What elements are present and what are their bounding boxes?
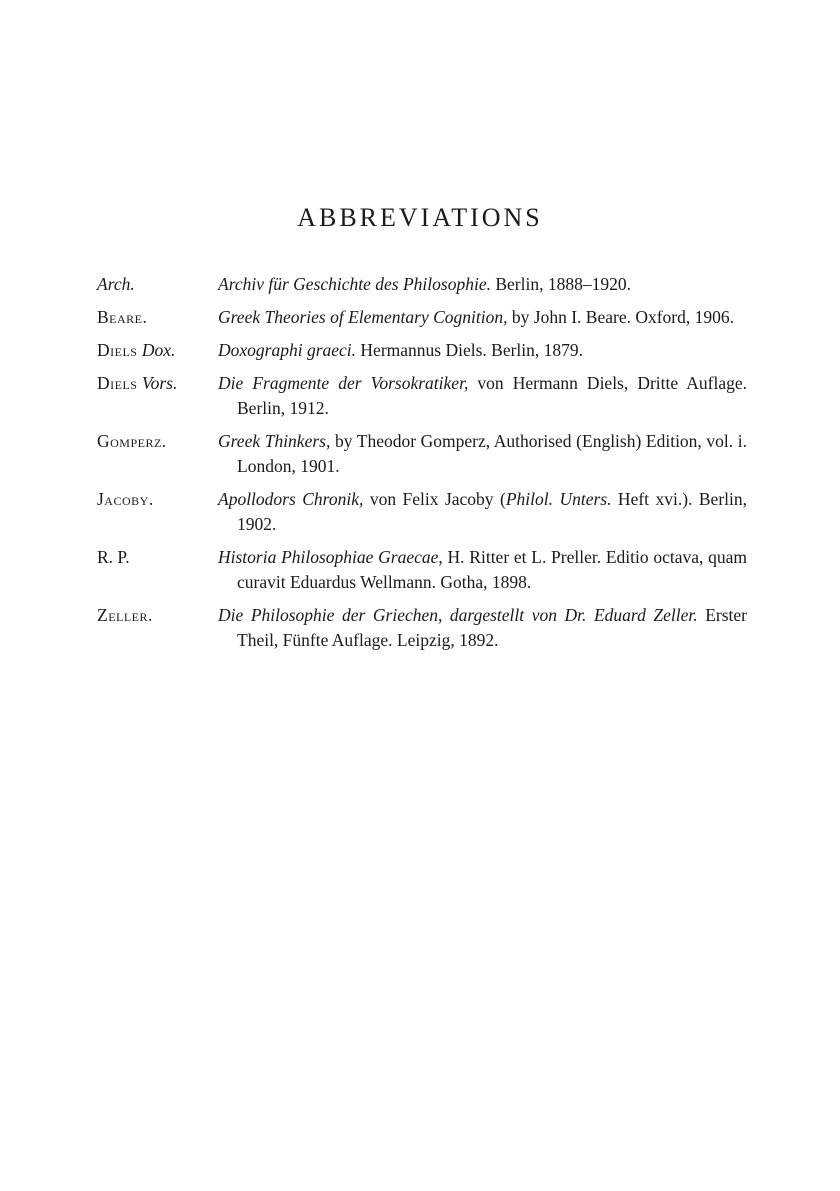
abbreviation-suffix: Dox. bbox=[141, 340, 176, 360]
work-details: Hermannus Diels. Berlin, 1879. bbox=[360, 340, 584, 360]
work-title: Die Philosophie der Griechen, dargestellt von Dr. Eduard Zeller. bbox=[218, 605, 698, 625]
abbreviation-entry bbox=[97, 487, 747, 537]
work-title: Doxographi graeci. bbox=[218, 340, 357, 360]
abbreviation-entry bbox=[97, 338, 747, 363]
work-details-prefix: von Felix Jacoby ( bbox=[369, 489, 506, 509]
abbreviation-description bbox=[218, 371, 747, 421]
work-details-suffix: Heft xvi.). Berlin, 1902. bbox=[237, 489, 748, 534]
abbreviation-entry bbox=[97, 371, 747, 421]
work-title: Apollodors Chronik, bbox=[218, 489, 364, 509]
abbreviation-author: Diels bbox=[97, 373, 138, 393]
abbreviation-entry bbox=[97, 272, 747, 297]
abbreviation-key: Jacoby. bbox=[97, 489, 154, 509]
abbreviation-key: Gomperz. bbox=[97, 431, 167, 451]
abbreviation-author: Diels bbox=[97, 340, 138, 360]
work-title: Historia Philosophiae Graecae, bbox=[218, 547, 443, 567]
work-title: Greek Thinkers, bbox=[218, 431, 331, 451]
abbreviation-key bbox=[97, 338, 218, 363]
abbreviation-entry bbox=[97, 603, 747, 653]
abbreviation-description bbox=[218, 603, 747, 653]
abbreviation-entry bbox=[97, 305, 747, 330]
abbreviation-entry bbox=[97, 545, 747, 595]
abbreviation-description bbox=[218, 545, 747, 595]
page-title: ABBREVIATIONS bbox=[297, 203, 543, 232]
abbreviation-list bbox=[97, 272, 747, 661]
work-details: von Hermann Diels, Dritte Auflage. Berlin, 1912. bbox=[237, 373, 747, 418]
work-title: Die Fragmente der Vorsokratiker, bbox=[218, 373, 469, 393]
abbreviation-key: Arch. bbox=[97, 274, 135, 294]
series-title: Philol. Unters. bbox=[505, 489, 612, 509]
abbreviation-description bbox=[218, 272, 747, 297]
abbreviation-entry bbox=[97, 429, 747, 479]
work-details: by Theodor Gomperz, Authorised (English) Edition, vol. i. London, 1901. bbox=[237, 431, 748, 476]
work-details: H. Ritter et L. Preller. Editio octava, quam curavit Eduardus Wellmann. Gotha, 1898. bbox=[237, 547, 748, 592]
work-title: Greek Theories of Elementary Cognition, bbox=[218, 307, 508, 327]
abbreviation-description bbox=[218, 338, 747, 363]
work-details: by John I. Beare. Oxford, 1906. bbox=[511, 307, 734, 327]
abbreviation-key: Zeller. bbox=[97, 605, 153, 625]
work-title: Archiv für Geschichte des Philosophie. bbox=[218, 274, 491, 294]
abbreviation-description bbox=[218, 487, 747, 537]
abbreviation-description bbox=[218, 305, 747, 330]
abbreviation-key: Beare. bbox=[97, 307, 148, 327]
abbreviation-suffix: Vors. bbox=[141, 373, 178, 393]
work-details: Erster Theil, Fünfte Auflage. Leipzig, 1892. bbox=[237, 605, 747, 650]
abbreviation-key: R. P. bbox=[97, 547, 130, 567]
work-details: Berlin, 1888–1920. bbox=[495, 274, 631, 294]
abbreviation-key bbox=[97, 371, 218, 421]
abbreviation-description bbox=[218, 429, 747, 479]
